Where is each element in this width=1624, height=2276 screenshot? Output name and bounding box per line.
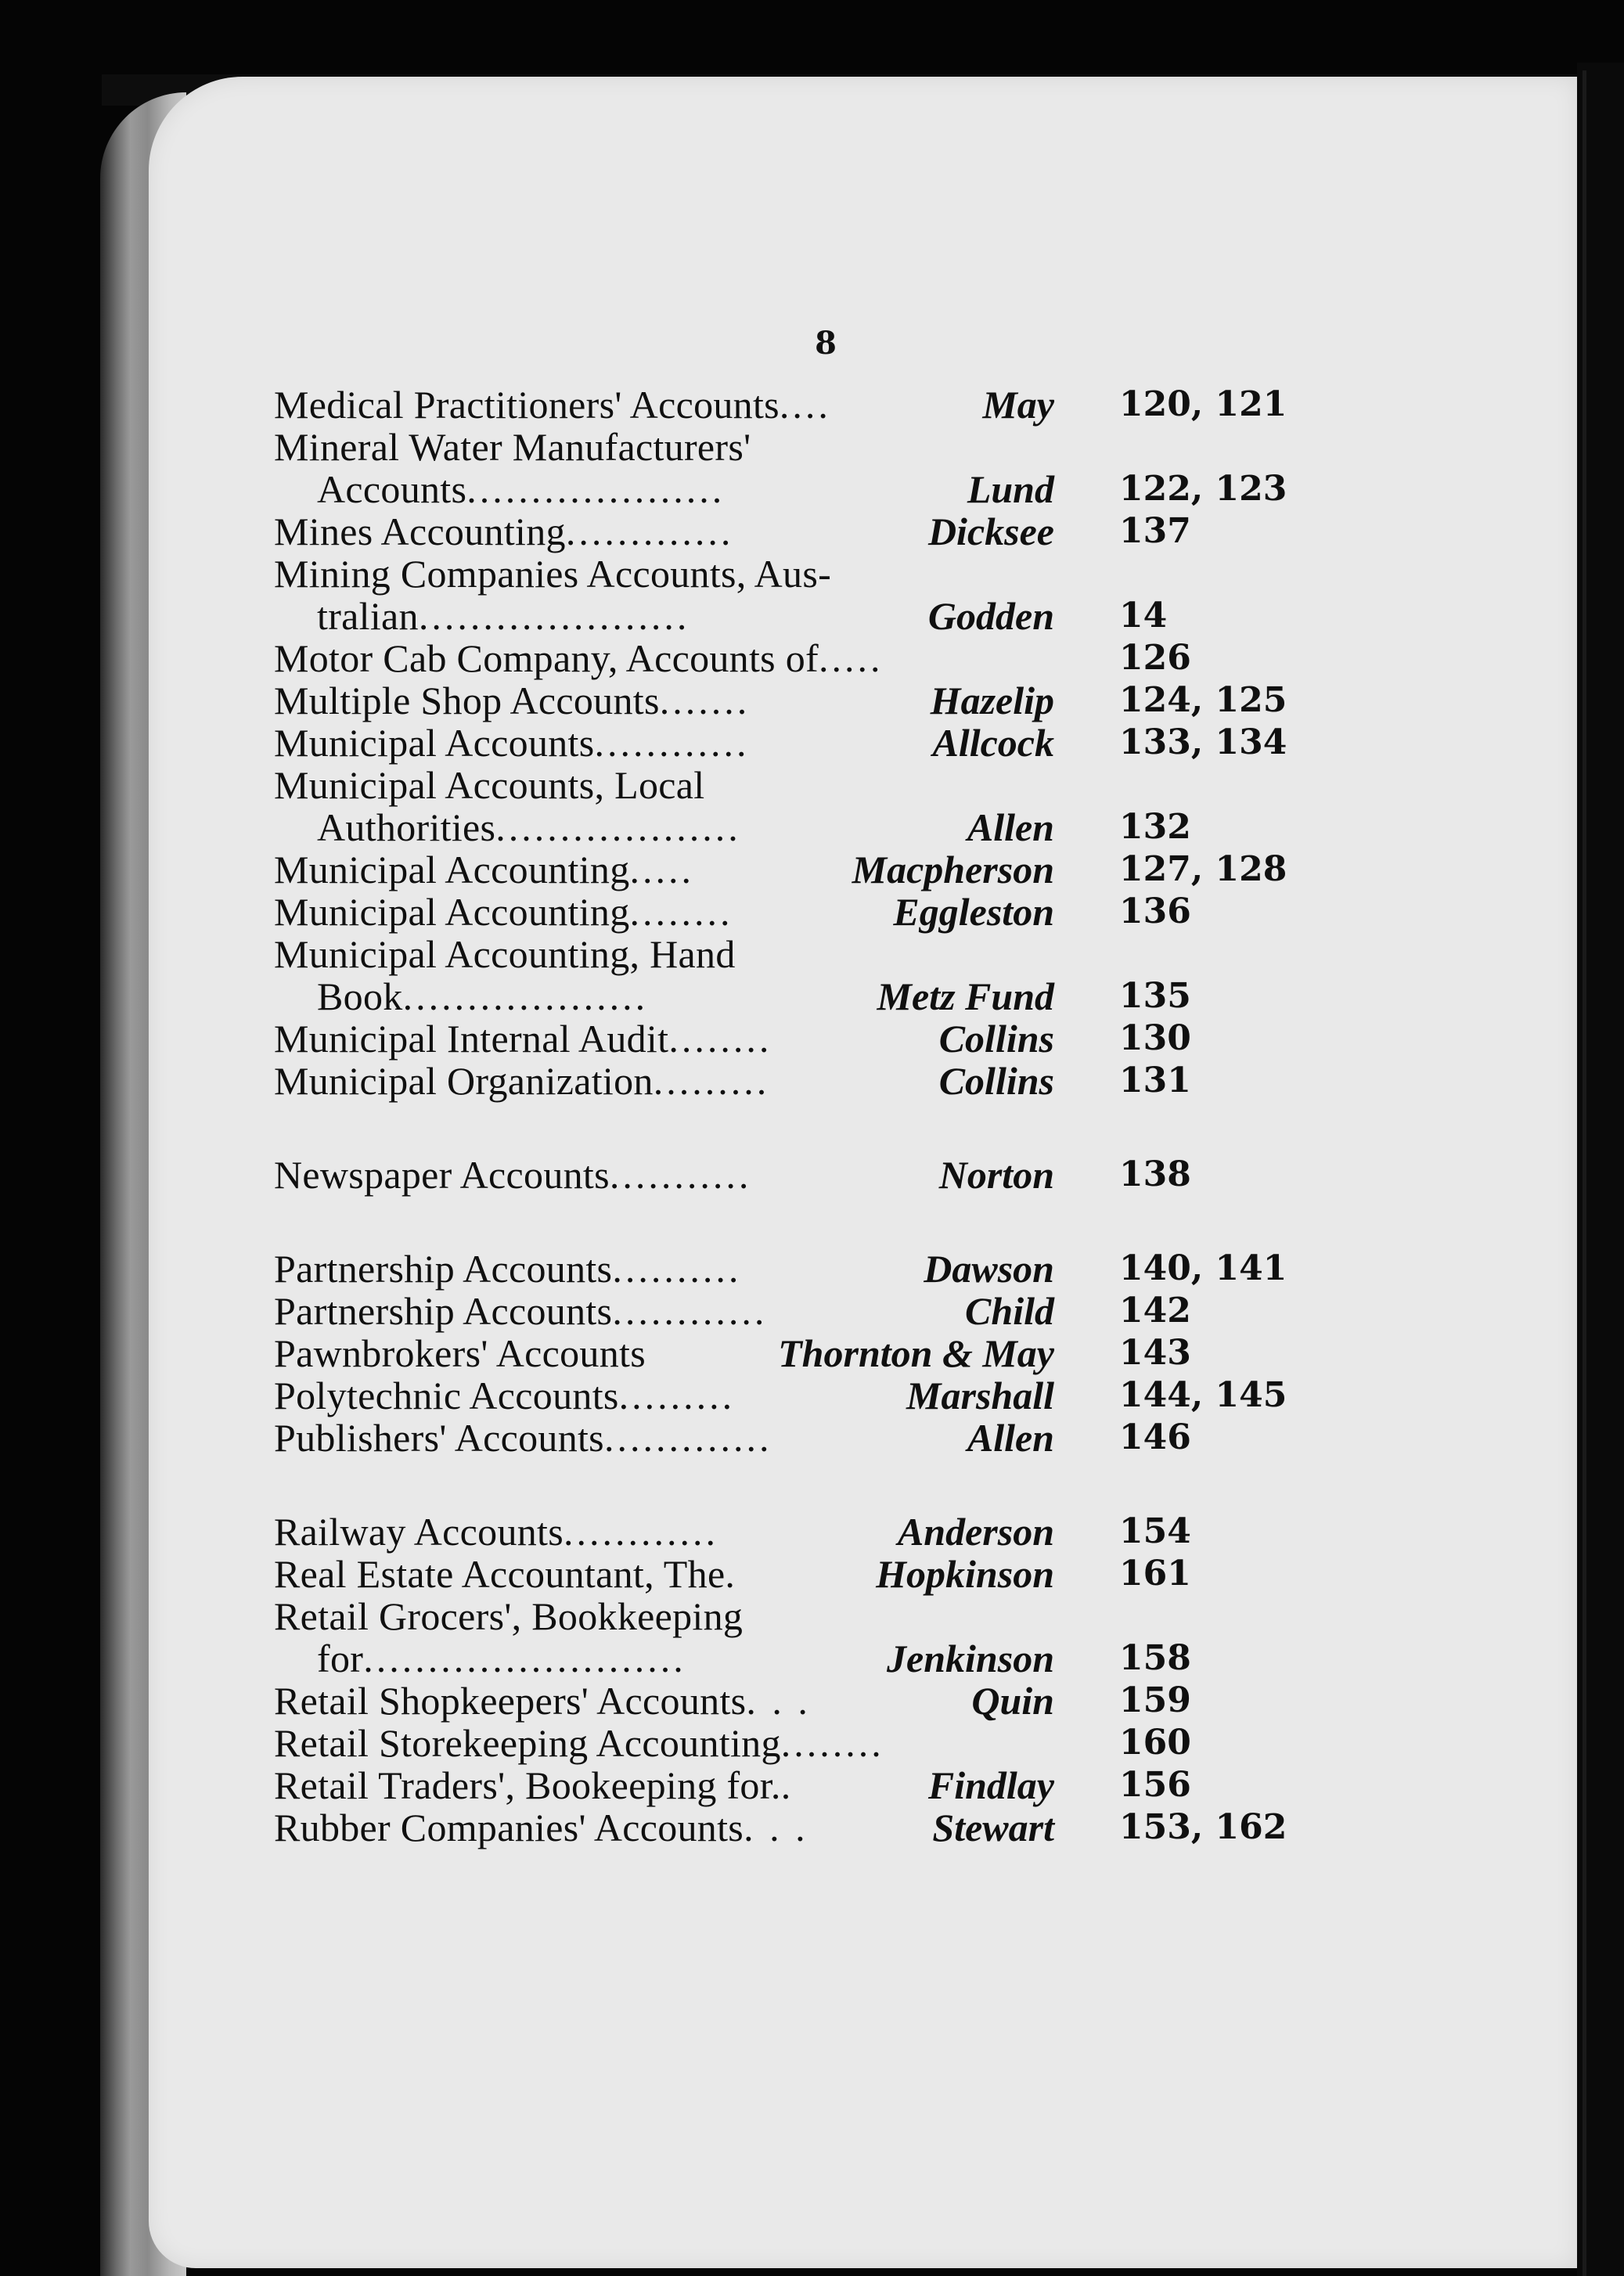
- entry-author: Marshall: [906, 1374, 1054, 1417]
- entry-leader: .....: [818, 636, 884, 680]
- entry-title: Polytechnic Accounts: [274, 1374, 619, 1417]
- entry-author: Stewart: [932, 1806, 1054, 1849]
- entry-pages: 130: [1119, 1018, 1191, 1058]
- entry-title: Municipal Accounts: [274, 721, 595, 765]
- entry-leader: .............: [603, 1416, 772, 1460]
- entry-title: Municipal Accounting: [274, 848, 630, 891]
- entry-pages: 146: [1119, 1417, 1191, 1457]
- entry-leader: . . .: [744, 1806, 808, 1849]
- entry-author: Collins: [938, 1017, 1054, 1061]
- entry-title: Retail Storekeeping Accounting: [274, 1721, 781, 1765]
- entry-author: Metz Fund: [877, 974, 1054, 1018]
- entry-leader: . . .: [746, 1679, 811, 1723]
- entry-pages: 160: [1119, 1723, 1191, 1763]
- index-entry: [274, 933, 1370, 975]
- entry-pages: 124, 125: [1119, 680, 1287, 720]
- entry-author: Eggleston: [893, 890, 1054, 934]
- entry-title: Municipal Internal Audit: [274, 1017, 669, 1061]
- entry-pages: 135: [1119, 976, 1191, 1016]
- entry-pages: 153, 162: [1119, 1807, 1287, 1847]
- index-entry: [274, 1374, 1370, 1417]
- entry-title: Municipal Accounting, Hand: [274, 932, 736, 976]
- entry-pages: 142: [1119, 1291, 1191, 1331]
- entry-title: Retail Shopkeepers' Accounts: [274, 1679, 747, 1723]
- index-entry: [274, 1511, 1370, 1553]
- entry-title: Municipal Accounts, Local: [274, 763, 705, 807]
- index-entry: [274, 1680, 1370, 1722]
- index-entry: [274, 1060, 1370, 1102]
- entry-pages: 122, 123: [1119, 469, 1287, 509]
- index-entries: [274, 384, 1370, 1849]
- entry-leader: .............: [565, 510, 734, 553]
- entry-pages: 154: [1119, 1511, 1191, 1551]
- entry-author: Dicksee: [927, 510, 1054, 553]
- index-entry: [274, 1764, 1370, 1806]
- entry-author: Jenkinson: [887, 1637, 1054, 1680]
- entry-title: Partnership Accounts: [274, 1247, 613, 1291]
- entry-leader: ............: [564, 1510, 719, 1554]
- index-entry: [274, 384, 1370, 426]
- entry-leader: .....: [629, 848, 695, 891]
- entry-leader: ........: [629, 890, 733, 934]
- index-entry: [274, 1637, 1370, 1680]
- index-entry: [274, 637, 1370, 679]
- entry-pages: 140, 141: [1119, 1248, 1287, 1288]
- entry-leader: ...........: [609, 1153, 752, 1197]
- entry-title: Municipal Organization: [274, 1059, 654, 1103]
- index-entry: [274, 426, 1370, 468]
- index-entry: [274, 595, 1370, 637]
- entry-leader: ....................: [466, 467, 726, 511]
- entry-title: Partnership Accounts: [274, 1289, 613, 1333]
- index-entry: [274, 764, 1370, 806]
- entry-pages: 136: [1119, 891, 1191, 931]
- entry-title: Mines Accounting: [274, 510, 566, 553]
- entry-title: Mineral Water Manufacturers': [274, 425, 751, 469]
- index-entry: [274, 1722, 1370, 1764]
- entry-title: Pawnbrokers' Accounts: [274, 1331, 646, 1375]
- index-entry: [274, 468, 1370, 510]
- entry-pages: 161: [1119, 1554, 1191, 1594]
- entry-title: Municipal Accounting: [274, 890, 630, 934]
- entry-pages: 127, 128: [1119, 849, 1287, 889]
- entry-author: Findlay: [927, 1763, 1054, 1807]
- entry-pages: 132: [1119, 807, 1191, 847]
- entry-author: Anderson: [897, 1510, 1054, 1554]
- index-entry: [274, 722, 1370, 764]
- entry-pages: 143: [1119, 1333, 1191, 1373]
- entry-author: Child: [965, 1289, 1054, 1333]
- entry-title: Book: [317, 974, 403, 1018]
- index-entry: [274, 1332, 1370, 1374]
- entry-author: Dawson: [924, 1247, 1054, 1291]
- entry-title: Real Estate Accountant, The.: [274, 1552, 736, 1596]
- entry-pages: 14: [1119, 596, 1168, 636]
- entry-pages: 120, 121: [1119, 384, 1287, 424]
- index-entry: [274, 1417, 1370, 1459]
- index-entry: [274, 975, 1370, 1017]
- entry-leader: .......: [659, 679, 751, 722]
- spine-line: [1583, 70, 1586, 2276]
- entry-title: Retail Traders', Bookeeping for..: [274, 1763, 791, 1807]
- entry-author: Godden: [927, 594, 1054, 638]
- entry-author: Macpherson: [852, 848, 1054, 891]
- entry-author: Allen: [967, 805, 1054, 849]
- entry-title: Retail Grocers', Bookkeeping: [274, 1594, 744, 1638]
- entry-author: Hazelip: [930, 679, 1054, 722]
- entry-author: Collins: [938, 1059, 1054, 1103]
- index-entry: [274, 553, 1370, 595]
- index-entry: [274, 1248, 1370, 1290]
- index-entry: [274, 679, 1370, 722]
- entry-author: Allen: [967, 1416, 1054, 1460]
- entry-title: Motor Cab Company, Accounts of: [274, 636, 819, 680]
- entry-title: Rubber Companies' Accounts: [274, 1806, 744, 1849]
- entry-leader: .........................: [363, 1637, 686, 1680]
- index-entry: [274, 1806, 1370, 1849]
- entry-leader: ...................: [402, 974, 649, 1018]
- entry-author: Hopkinson: [876, 1552, 1054, 1596]
- entry-title: Medical Practitioners' Accounts: [274, 383, 780, 427]
- entry-title: Accounts: [317, 467, 467, 511]
- entry-pages: 137: [1119, 511, 1191, 551]
- index-entry: [274, 806, 1370, 848]
- entry-leader: ........: [668, 1017, 772, 1061]
- index-entry: [274, 848, 1370, 891]
- entry-pages: 131: [1119, 1061, 1191, 1100]
- entry-author: Allcock: [932, 721, 1054, 765]
- entry-pages: 156: [1119, 1765, 1191, 1805]
- entry-title: Mining Companies Accounts, Aus-: [274, 552, 832, 596]
- entry-pages: 133, 134: [1119, 722, 1287, 762]
- entry-title: Multiple Shop Accounts: [274, 679, 660, 722]
- entry-leader: .........: [618, 1374, 736, 1417]
- page-number: 8: [815, 325, 837, 362]
- index-entry: [274, 1290, 1370, 1332]
- index-entry: [274, 891, 1370, 933]
- entry-title: Newspaper Accounts: [274, 1153, 610, 1197]
- entry-author: May: [982, 383, 1054, 427]
- index-entry: [274, 1154, 1370, 1196]
- entry-author: Quin: [971, 1679, 1054, 1723]
- index-entry: [274, 1017, 1370, 1060]
- entry-title: Authorities: [317, 805, 496, 849]
- index-entry: [274, 1553, 1370, 1595]
- entry-author: Thornton & May: [778, 1331, 1054, 1375]
- entry-pages: 159: [1119, 1680, 1191, 1720]
- entry-pages: 126: [1119, 638, 1191, 678]
- entry-leader: ............: [612, 1289, 768, 1333]
- entry-author: Norton: [938, 1153, 1054, 1197]
- entry-leader: ...................: [495, 805, 741, 849]
- entry-title: for: [317, 1637, 364, 1680]
- entry-leader: ..........: [612, 1247, 742, 1291]
- entry-title: tralian: [317, 594, 419, 638]
- entry-pages: 138: [1119, 1154, 1191, 1194]
- entry-pages: 144, 145: [1119, 1375, 1287, 1415]
- entry-leader: ....: [779, 383, 831, 427]
- entry-leader: ............: [594, 721, 750, 765]
- entry-title: Publishers' Accounts: [274, 1416, 604, 1460]
- entry-author: Lund: [967, 467, 1054, 511]
- entry-leader: .....................: [418, 594, 690, 638]
- index-entry: [274, 510, 1370, 553]
- entry-leader: .........: [653, 1059, 770, 1103]
- entry-pages: 158: [1119, 1638, 1191, 1678]
- entry-leader: ........: [780, 1721, 884, 1765]
- entry-title: Railway Accounts: [274, 1510, 564, 1554]
- index-entry: [274, 1595, 1370, 1637]
